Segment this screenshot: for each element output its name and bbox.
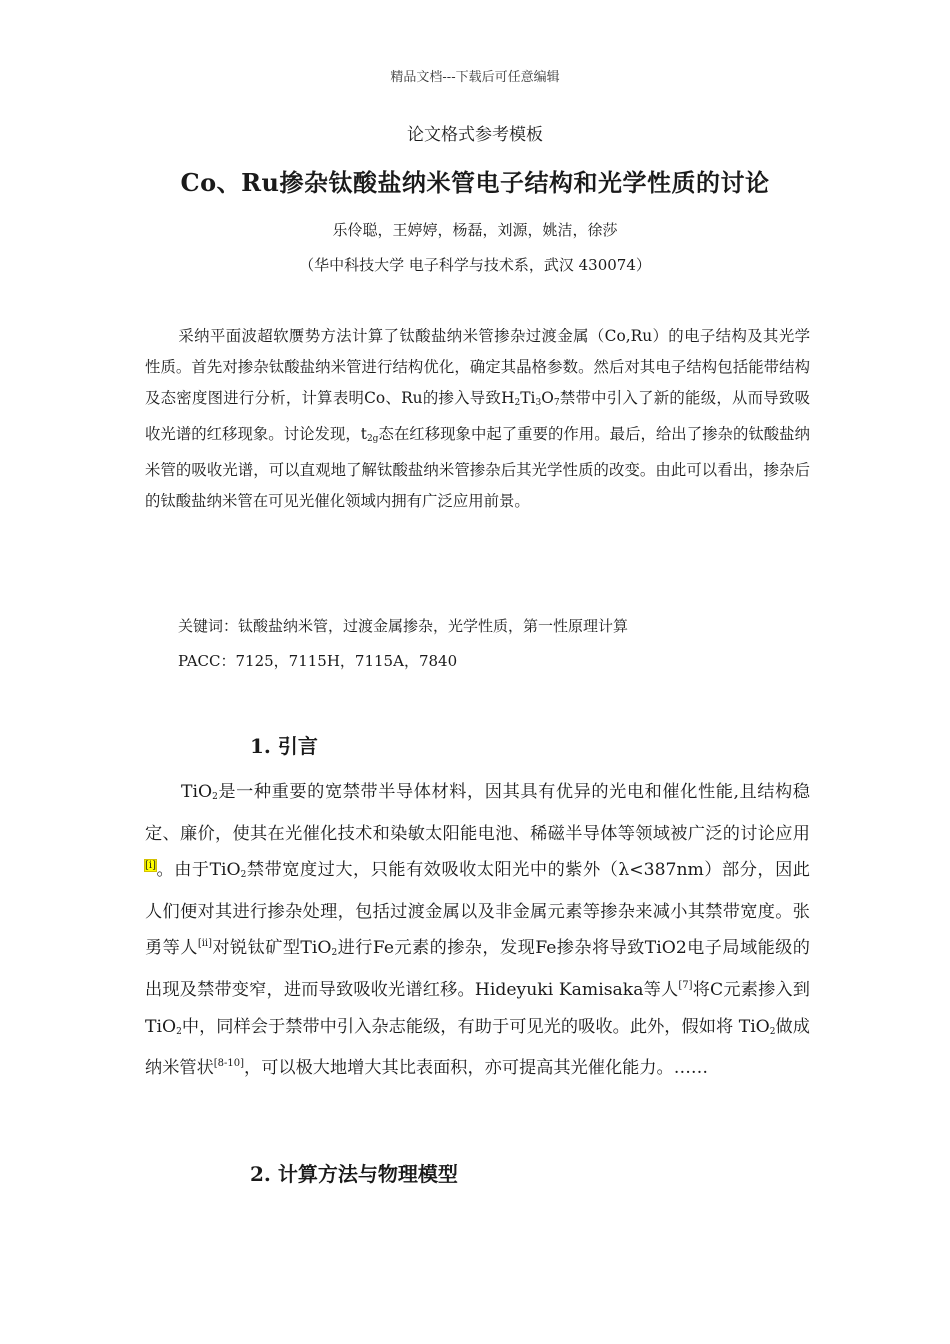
abstract-text-ti: Ti — [520, 389, 536, 407]
subscript: 2 — [240, 870, 247, 881]
intro-text: TiO — [181, 782, 213, 802]
section-heading-methods: 2. 计算方法与物理模型 — [250, 1162, 458, 1186]
intro-text: 做成纳米管状 — [145, 1016, 810, 1079]
subscript: 3 — [535, 398, 542, 408]
intro-text: 对锐钛矿型TiO — [212, 938, 332, 959]
citation-ref[interactable]: [ii] — [197, 938, 213, 950]
intro-text: ，可以极大地增大其比表面积，亦可提高其光催化能力。…… — [244, 1058, 709, 1079]
intro-text: 中，同样会于禁带中引入杂志能级，有助于可见光的吸收。此外，假如将 TiO — [181, 1016, 770, 1037]
intro-text: 禁带宽度过大，只能有效吸收太阳光中的紫外（λ<387nm）部分，因此人们便对其进行掺杂处理，包括过渡金属以及非金属元素等掺杂来减小其禁带宽度。张勇等人 — [145, 860, 810, 959]
template-label: 论文格式参考模板 — [407, 125, 543, 145]
section-heading-introduction: 1. 引言 — [250, 734, 318, 758]
subscript: 2 — [769, 1026, 776, 1037]
abstract — [145, 321, 810, 517]
citation-ref[interactable]: [i] — [145, 860, 157, 872]
subscript: 7 — [553, 398, 560, 408]
citation-ref[interactable]: [7] — [678, 979, 693, 991]
authors: 乐伶聪，王婷婷，杨磊，刘源，姚洁，徐莎 — [332, 221, 618, 239]
intro-text: 是一种重要的宽禁带半导体材料，因其具有优异的光电和催化性能,且结构稳定、廉价，使其在光催化技术和染敏太阳能电池、稀磁半导体等领域被广泛的讨论应用 — [145, 782, 810, 844]
citation-ref[interactable]: [8-10] — [213, 1058, 245, 1070]
subscript: 2g — [366, 434, 379, 444]
keywords: 关键词：钛酸盐纳米管，过渡金属掺杂，光学性质，第一性原理计算 — [178, 617, 629, 635]
intro-text: 进行Fe元素的掺杂，发现Fe掺杂将导致TiO2电子局域能级的出现及禁带变窄，进而导致吸收光谱红移。Hideyuki Kamisaka等人 — [145, 938, 810, 1000]
watermark: 精品文档---下载后可任意编辑 — [390, 70, 560, 85]
introduction-paragraph — [145, 774, 810, 1087]
pacc-codes: PACC：7125，7115H，7115A，7840 — [178, 652, 458, 670]
affiliation: （华中科技大学 电子科学与技术系，武汉 430074） — [299, 256, 651, 274]
abstract-text-o: O — [541, 389, 554, 407]
paper-title: Co、Ru掺杂钛酸盐纳米管电子结构和光学性质的讨论 — [180, 168, 770, 197]
subscript: 2 — [212, 792, 218, 802]
intro-text: 。由于TiO — [156, 860, 241, 881]
subscript: 2 — [331, 948, 338, 959]
abstract-text-3: 态在红移现象中起了重要的作用。最后，给出了掺杂的钛酸盐纳米管的吸收光谱，可以直观地了解钛酸盐纳米管掺杂后其光学性质的改变。由此可以看出，掺杂后的钛酸盐纳米管在可见光催化领域内拥有广泛应用前景。 — [145, 425, 810, 510]
intro-text: 将C元素掺入到TiO — [145, 979, 810, 1037]
abstract-text-2: 禁带中引入了新的能级，从而导致吸收光谱的红移现象。讨论发现，t — [145, 389, 810, 443]
abstract-text-1: 采纳平面波超软赝势方法计算了钛酸盐纳米管掺杂过渡金属（Co,Ru）的电子结构及其光学性质。首先对掺杂钛酸盐纳米管进行结构优化，确定其晶格参数。然后对其电子结构包括能带结构及态密度图进行分析，计算表明Co、Ru的掺入导致H — [145, 327, 810, 407]
subscript: 2 — [176, 1026, 182, 1037]
subscript: 2 — [514, 398, 521, 408]
